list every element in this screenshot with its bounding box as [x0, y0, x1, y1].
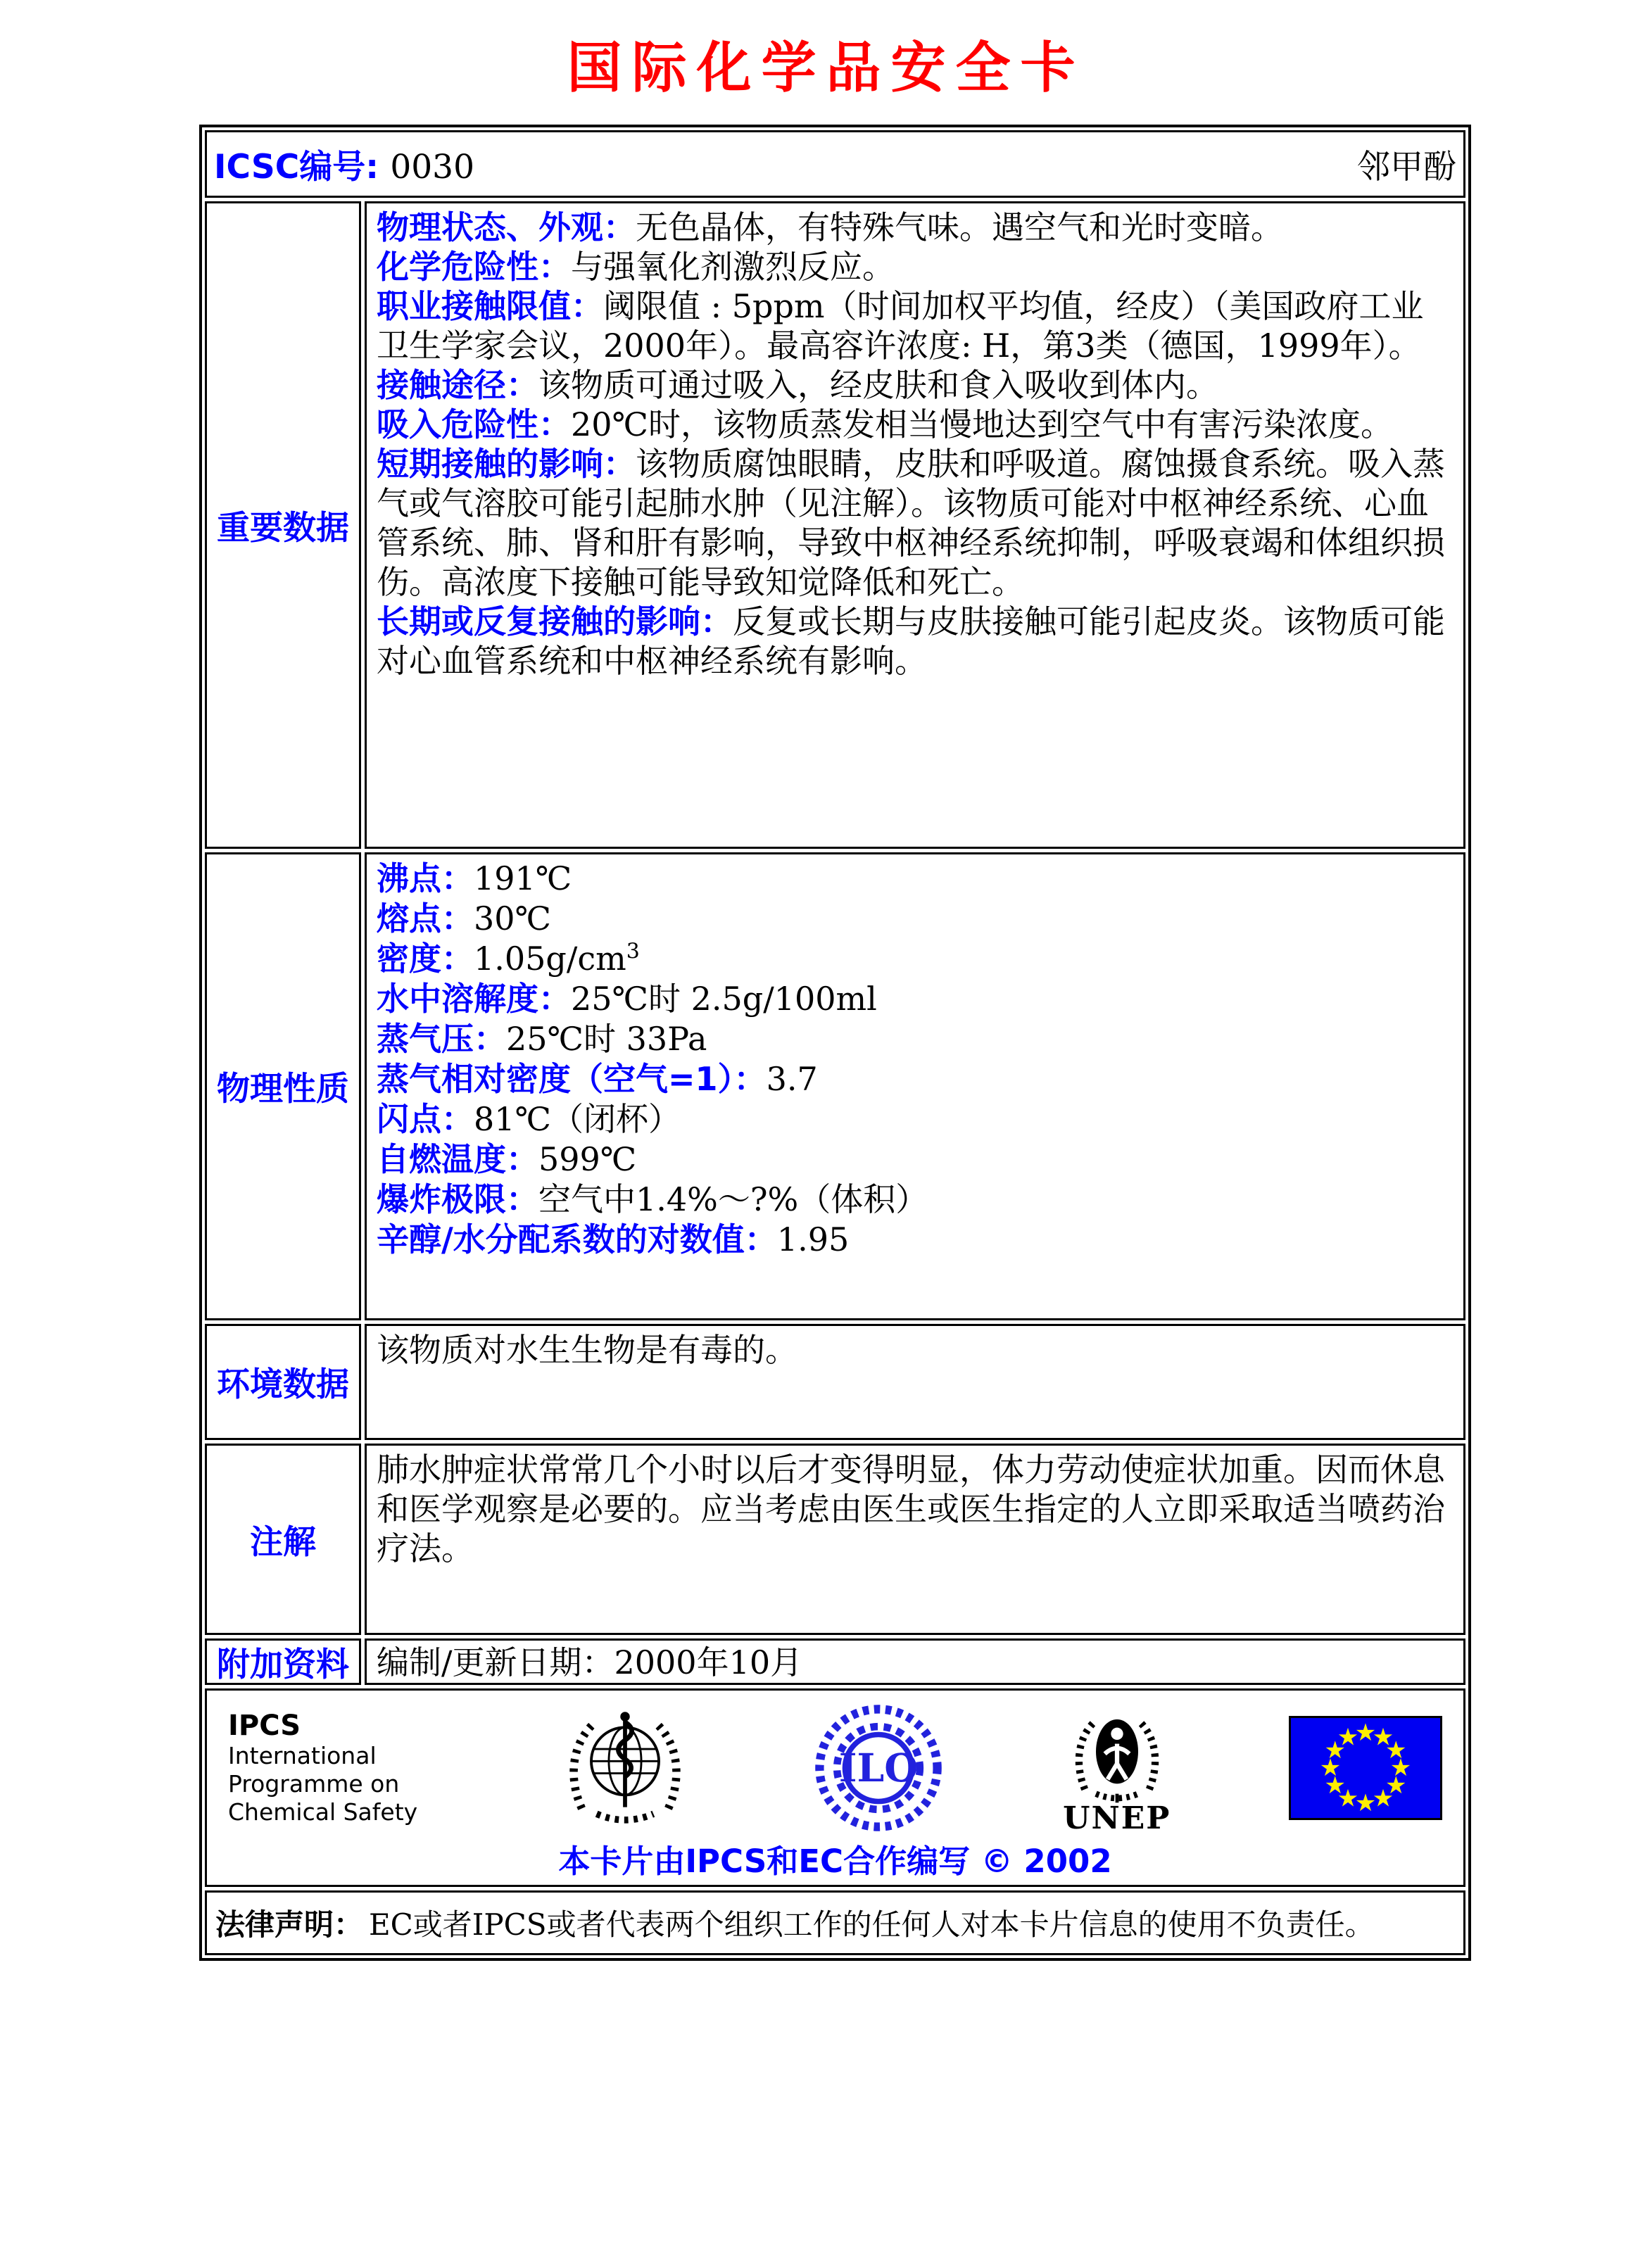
property-line: 熔点：30℃: [377, 899, 551, 937]
additional-info-row: [205, 1638, 1465, 1685]
important-item: 接触途径：该物质可通过吸入，经皮肤和食入吸收到体内。: [377, 366, 1218, 404]
important-item: 短期接触的影响：该物质腐蚀眼睛，皮肤和呼吸道。腐蚀摄食系统。吸入蒸气或气溶胶可能引起肺水肿（见注解）。该物质可能对中枢神经系统、心血管系统、肺、肾和肝有影响，导致中枢神经系统抑制，呼吸衰竭和体组织损伤。高浓度下接触可能导致知觉降低和死亡。: [377, 445, 1445, 601]
logos-cell: [205, 1688, 1465, 1887]
notes-content: 肺水肿症状常常几个小时以后才变得明显，体力劳动使症状加重。因而休息和医学观察是必要的。应当考虑由医生或医生指定的人立即采取适当喷药治疗法。: [365, 1444, 1465, 1635]
important-item: 职业接触限值：阈限值 : 5ppm（时间加权平均值，经皮）（美国政府工业卫生学家会议，2000年）。最高容许浓度: H，第3类（德国，1999年）。: [377, 287, 1424, 365]
header-row: [205, 130, 1465, 198]
ipcs-block: IPCS International Programme on Chemical Safety: [228, 1710, 439, 1826]
ilo-letters: ILO: [838, 1745, 918, 1791]
important-data-row: [205, 201, 1465, 849]
property-line: 辛醇/水分配系数的对数值：1.95: [377, 1220, 850, 1258]
property-line: 密度：$1.05g/cm^3$: [377, 939, 640, 978]
unep-logo-icon: [1061, 1700, 1173, 1836]
icsc-card: [199, 125, 1471, 1961]
icsc-number-value: 0030: [390, 147, 474, 187]
section-cell-notes: [205, 1444, 361, 1635]
property-line: 沸点：191℃: [377, 859, 572, 897]
who-logo-icon: [555, 1699, 695, 1837]
property-line: 蒸气压：25℃时 33Pa: [377, 1020, 707, 1058]
legal-text: EC或者IPCS或者代表两个组织工作的任何人对本卡片信息的使用不负责任。: [369, 1907, 1375, 1942]
property-line: 水中溶解度：25℃时 2.5g/100ml: [377, 980, 877, 1018]
property-line: 闪点：81℃（闭杯）: [377, 1100, 681, 1138]
section-cell-important-data: [205, 201, 361, 849]
ilo-logo-icon: [812, 1701, 945, 1835]
notes-row: [205, 1444, 1465, 1635]
section-label-environmental-data: 环境数据: [217, 1365, 349, 1404]
logos-row: [205, 1688, 1465, 1887]
physical-properties-content: [365, 852, 1465, 1320]
unep-word: UNEP: [1063, 1800, 1171, 1836]
credit-line: 本卡片由IPCS和EC合作编写 © 2002: [558, 1843, 1112, 1880]
legal-cell: [205, 1890, 1465, 1955]
environmental-data-row: [205, 1324, 1465, 1440]
chemical-name: 邻甲酚: [1357, 147, 1456, 187]
important-item: 物理状态、外观：无色晶体，有特殊气味。遇空气和光时变暗。: [377, 208, 1283, 246]
section-label-physical-properties: 物理性质: [217, 1070, 349, 1109]
section-cell-additional-info: [205, 1638, 361, 1685]
physical-properties-row: [205, 852, 1465, 1320]
important-item: 化学危险性：与强氧化剂激烈反应。: [377, 248, 895, 286]
page-title: 国际化学品安全卡: [567, 36, 1085, 100]
eu-flag-icon: ★ ★ ★ ★ ★ ★ ★ ★ ★ ★ ★ ★: [1289, 1716, 1442, 1820]
section-label-important-data: 重要数据: [217, 508, 349, 548]
environmental-data-content: 该物质对水生生物是有毒的。: [365, 1324, 1465, 1440]
section-label-notes: 注解: [250, 1522, 316, 1562]
important-item: 长期或反复接触的影响：反复或长期与皮肤接触可能引起皮炎。该物质可能对心血管系统和中枢神经系统有影响。: [377, 602, 1445, 680]
header-cell: [205, 130, 1465, 198]
section-label-additional-info: 附加资料: [217, 1645, 349, 1684]
additional-info-content: 编制/更新日期：2000年10月: [365, 1638, 1465, 1685]
important-item: 吸入危险性：20℃时，该物质蒸发相当慢地达到空气中有害污染浓度。: [377, 405, 1393, 443]
property-line: 蒸气相对密度（空气=1）：3.7: [377, 1060, 818, 1098]
legal-label: 法律声明：: [215, 1907, 364, 1942]
property-line: 自燃温度：599℃: [377, 1140, 637, 1178]
icsc-number: [214, 141, 474, 188]
ipcs-acronym: IPCS: [228, 1710, 301, 1742]
property-line: 爆炸极限：空气中1.4%～?%（体积）: [377, 1180, 928, 1218]
section-cell-environmental-data: [205, 1324, 361, 1440]
logos-line: [228, 1700, 1442, 1836]
legal-row: [205, 1890, 1465, 1955]
icsc-number-label: ICSC编号:: [214, 147, 391, 187]
important-data-content: [365, 201, 1465, 849]
section-cell-physical-properties: [205, 852, 361, 1320]
